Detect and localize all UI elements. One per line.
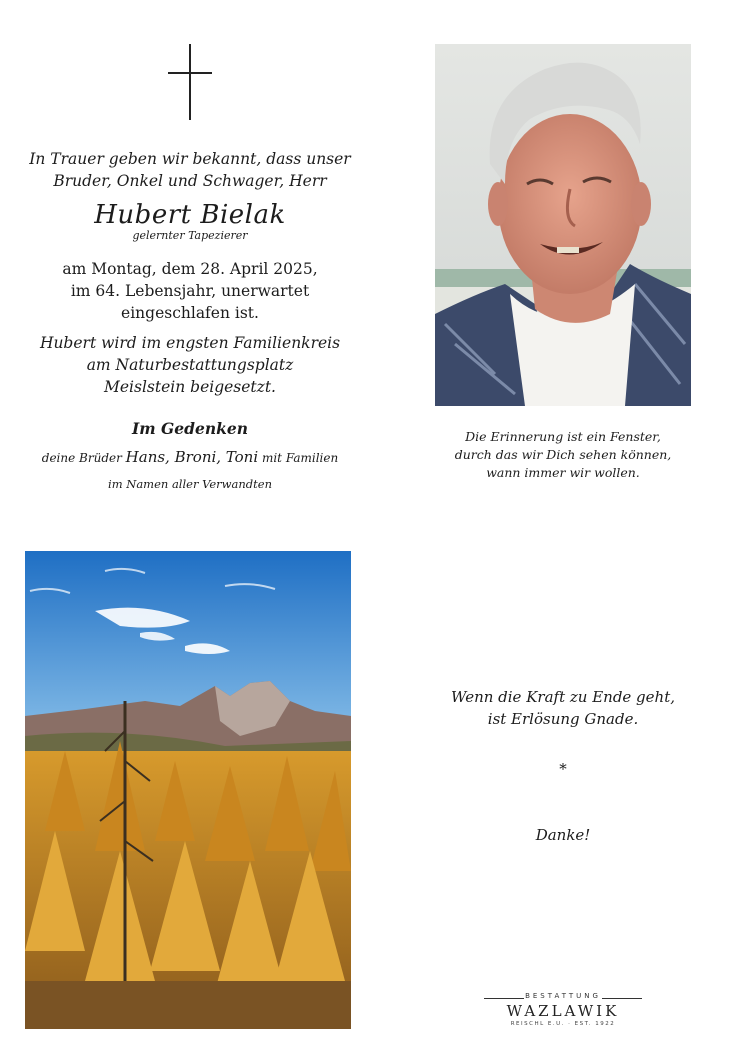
separator-star: * [559, 760, 567, 778]
quote-strength [425, 686, 701, 730]
burial-line: Hubert wird im engsten Familienkreis [39, 334, 341, 352]
burial-line: am Naturbestattungsplatz [86, 356, 294, 374]
quote-line: Wenn die Kraft zu Ende geht, [451, 688, 675, 706]
death-line: eingeschlafen ist. [121, 304, 259, 322]
quote-line: ist Erlösung Gnade. [487, 710, 639, 728]
death-line: im 64. Lebensjahr, unerwartet [70, 282, 310, 300]
mourners-prefix: deine Brüder [41, 451, 122, 465]
deceased-occupation: gelernter Tapezierer [132, 229, 248, 242]
death-details [20, 258, 360, 324]
death-line: am Montag, dem 28. April 2025, [62, 260, 318, 278]
mourners-line [20, 446, 360, 469]
quote-line: Die Erinnerung ist ein Fenster, [465, 429, 661, 444]
mountain-landscape-photo [25, 551, 351, 1029]
logo-main-text: WAZLAWIK [506, 1002, 620, 1020]
mourners-names: Hans, Broni, Toni [125, 448, 259, 466]
mourners-suffix: mit Familien [261, 451, 339, 465]
burial-line: Meislstein beigesetzt. [104, 378, 276, 396]
cross-icon [168, 44, 212, 120]
portrait-photo [435, 44, 691, 406]
announcement-line: In Trauer geben wir bekannt, dass unser [29, 150, 351, 168]
logo-top-text: BESTATTUNG [525, 992, 601, 1000]
quote-line: wann immer wir wollen. [486, 465, 640, 480]
quote-line: durch das wir Dich sehen können, [454, 447, 672, 462]
deceased-name: Hubert Bielak [94, 200, 286, 230]
announcement-line: Bruder, Onkel und Schwager, Herr [53, 172, 327, 190]
funeral-home-logo [478, 992, 648, 1036]
burial-details [20, 332, 360, 398]
thanks-text: Danke! [535, 826, 591, 844]
memory-title: Im Gedenken [132, 419, 248, 438]
quote-window [425, 428, 701, 482]
announcement-text [20, 148, 360, 192]
logo-sub-text: REISCHL E.U. · EST. 1922 [510, 1021, 616, 1027]
relatives-line: im Namen aller Verwandten [108, 477, 272, 491]
